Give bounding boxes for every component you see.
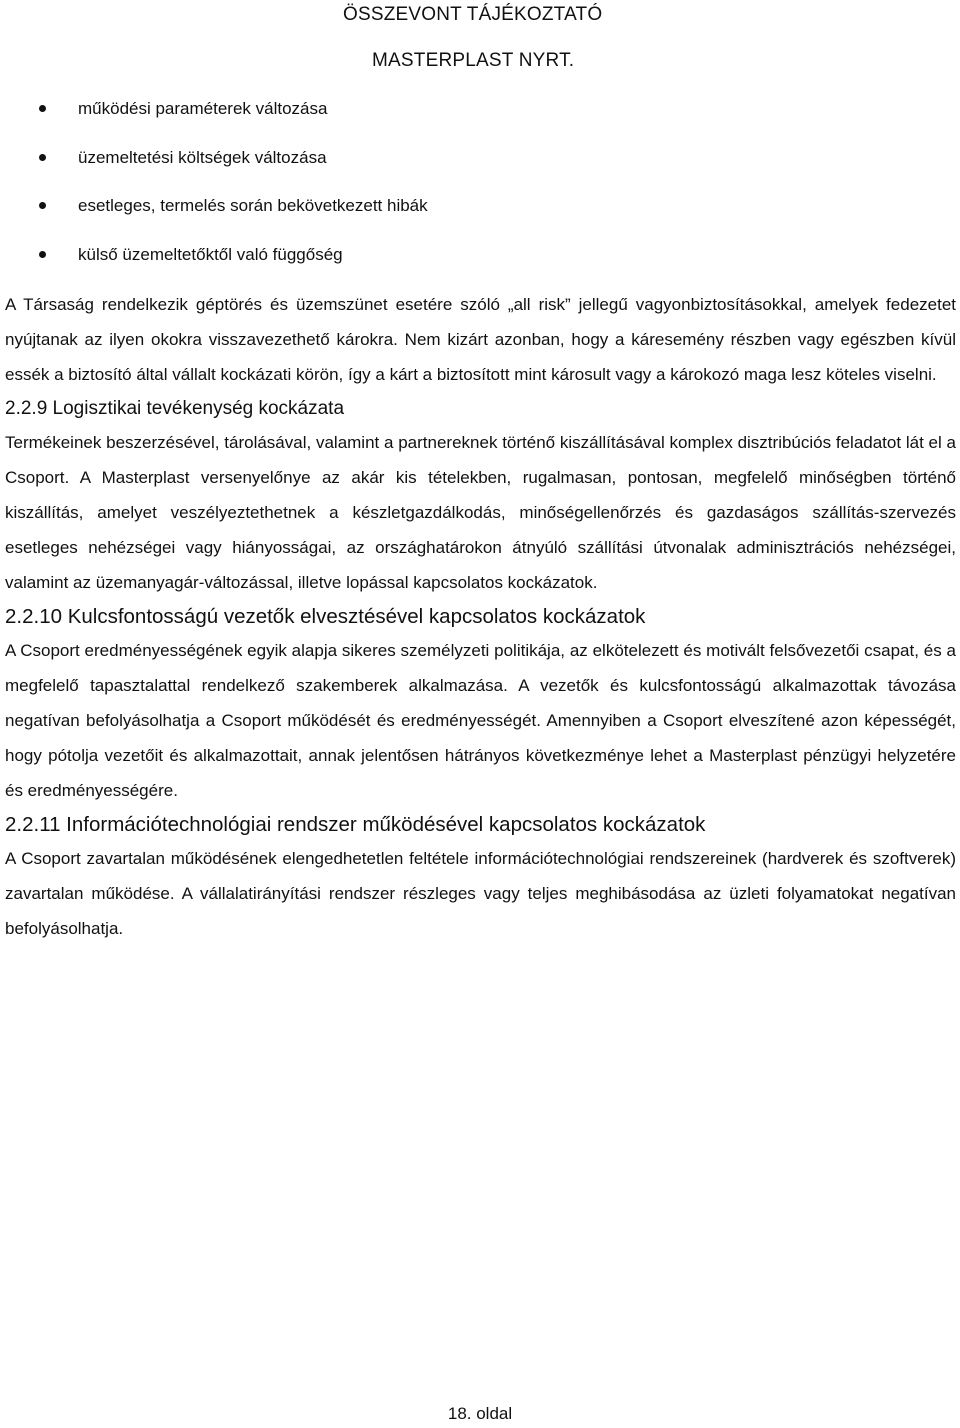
bullet-icon <box>39 251 46 258</box>
list-item <box>5 240 956 289</box>
list-item <box>5 143 956 192</box>
bullet-icon <box>39 105 46 112</box>
company-name: MASTERPLAST NYRT. <box>372 50 575 71</box>
document-title: ÖSSZEVONT TÁJÉKOZTATÓ <box>343 4 603 25</box>
logistics-paragraph: Termékeinek beszerzésével, tárolásával, valamint a partnereknek történő kiszállításával komplex disztribúciós feladatot lát el a Csoport. A Masterplast versenyelőnye az akár kis tételekben, rugalmasan, pontosan, megfelelő minőségben történő kiszállítás, amelyet veszélyeztethetnek a készletgazdálkodás, minőségellenőrzés és gazdaságos szállítás-szervezés esetleges nehézségei vagy hiányosságai, az országhatárokon átnyúló szállítási útvonalak adminisztrációs nehézségei, valamint az üzemanyagár-változással, illetve lopással kapcsolatos kockázatok. <box>5 433 956 592</box>
bullet-icon <box>39 154 46 161</box>
list-item-text: külső üzemeltetőktől való függőség <box>78 244 343 264</box>
it-systems-paragraph: A Csoport zavartalan működésének elengedhetetlen feltétele információtechnológiai rendszereinek (hardverek és szoftverek) zavartalan működése. A vállalatirányítási rendszer részleges vagy teljes meghibásodása az üzleti folyamatokat negatívan befolyásolhatja. <box>5 849 956 938</box>
list-item-text: működési paraméterek változása <box>78 99 328 118</box>
list-item-text: üzemeltetési költségek változása <box>78 147 327 167</box>
section-heading-logistics: 2.2.9 Logisztikai tevékenység kockázata <box>5 398 345 420</box>
page-header <box>0 0 960 80</box>
insurance-paragraph: A Társaság rendelkezik géptörés és üzemszünet esetére szóló „all risk” jellegű vagyonbiztosításokkal, amelyek fedezetet nyújtanak az ilyen okokra visszavezethető károkra. Nem kizárt azonban, hogy a káresemény részben vagy egészben kívül essék a biztosító által vállalt kockázati körön, így a kárt a biztosított mint károsult vagy a károkozó maga lesz köteles viselni. <box>5 295 956 384</box>
section-heading-key-people: 2.2.10 Kulcsfontosságú vezetők elvesztésével kapcsolatos kockázatok <box>5 605 646 629</box>
page-content <box>5 94 956 947</box>
list-item-text: esetleges, termelés során bekövetkezett hibák <box>78 196 428 215</box>
risk-factor-list <box>5 94 956 288</box>
section-heading-it-systems: 2.2.11 Információtechnológiai rendszer működésével kapcsolatos kockázatok <box>5 813 706 837</box>
list-item <box>5 191 956 240</box>
list-item <box>5 94 956 143</box>
bullet-icon <box>39 202 46 209</box>
page-footer <box>0 1404 960 1424</box>
key-people-paragraph: A Csoport eredményességének egyik alapja sikeres személyzeti politikája, az elkötelezett és motivált felsővezetői csapat, és a megfelelő tapasztalattal rendelkező szakemberek alkalmazása. A vezetők és kulcsfontosságú alkalmazottak távozása negatívan befolyásolhatja a Csoport működését és eredményességét. Amennyiben a Csoport elveszítené azon képességét, hogy pótolja vezetőit és alkalmazottait, annak jelentősen hátrányos következménye lehet a Masterplast pénzügyi helyzetére és eredményességére. <box>5 641 956 800</box>
page-number: 18. oldal <box>447 1404 513 1423</box>
